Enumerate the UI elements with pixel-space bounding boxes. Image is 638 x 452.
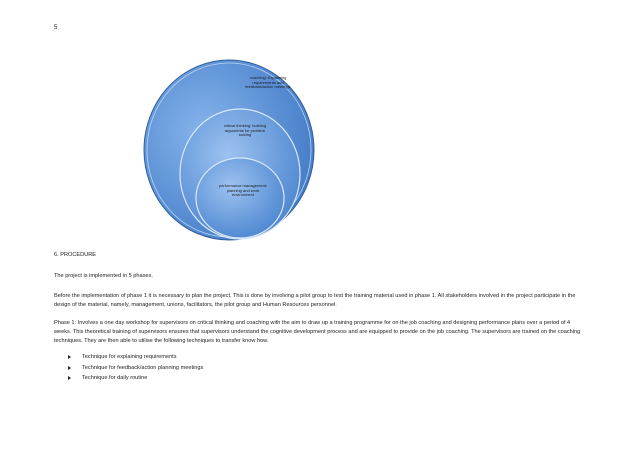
list-item [68,363,203,374]
arrow-bullet-icon [68,355,71,359]
list-item-text: Technique for explaining requirements [82,354,177,360]
list-item [68,373,203,384]
section-intro: The project is implemented in 5 phases. [54,273,153,279]
technique-list [68,352,203,384]
nested-circles-diagram [140,56,318,244]
ring-inner [196,158,284,238]
page-number: 5 [54,25,58,31]
list-item [68,352,203,363]
ring-label-inner: performance management: planning and work environment [218,183,268,198]
paragraph-planning: Before the implementation of phase 1 it is necessary to plan the project. This is done by involving a pilot group to test the training material used in phase 1. All stakeholders involved in the project participate in the design of the material, namely, management, unions, facilitators, the pilot group and Human Resources personnel. [54,293,576,308]
ring-label-middle: critical thinking: building arguments for problem solving [223,123,267,138]
list-item-text: Technique for daily routine [82,375,148,381]
ring-label-outer: coaching: Explaining requirements and feedback/action meetings [245,75,291,90]
arrow-bullet-icon [68,376,71,380]
list-item-text: Technique for feedback/action planning meetings [82,364,204,371]
section-heading: 6. PROCEDURE [54,252,96,258]
arrow-bullet-icon [68,366,71,370]
paragraph-phase-1: Phase 1: Involves a one day workshop for supervisors on critical thinking and coaching with the aim to draw up a training programme for on the job coaching and designing performance plans over a period of 4 weeks. This theoretical training of supervisors ensures that supervisors understand the cognitive development process and are equipped to provide on the job coaching. The supervisors are trained on the coaching techniques. They are then able to utilise the following techniques to transfer know how. [54,320,581,344]
